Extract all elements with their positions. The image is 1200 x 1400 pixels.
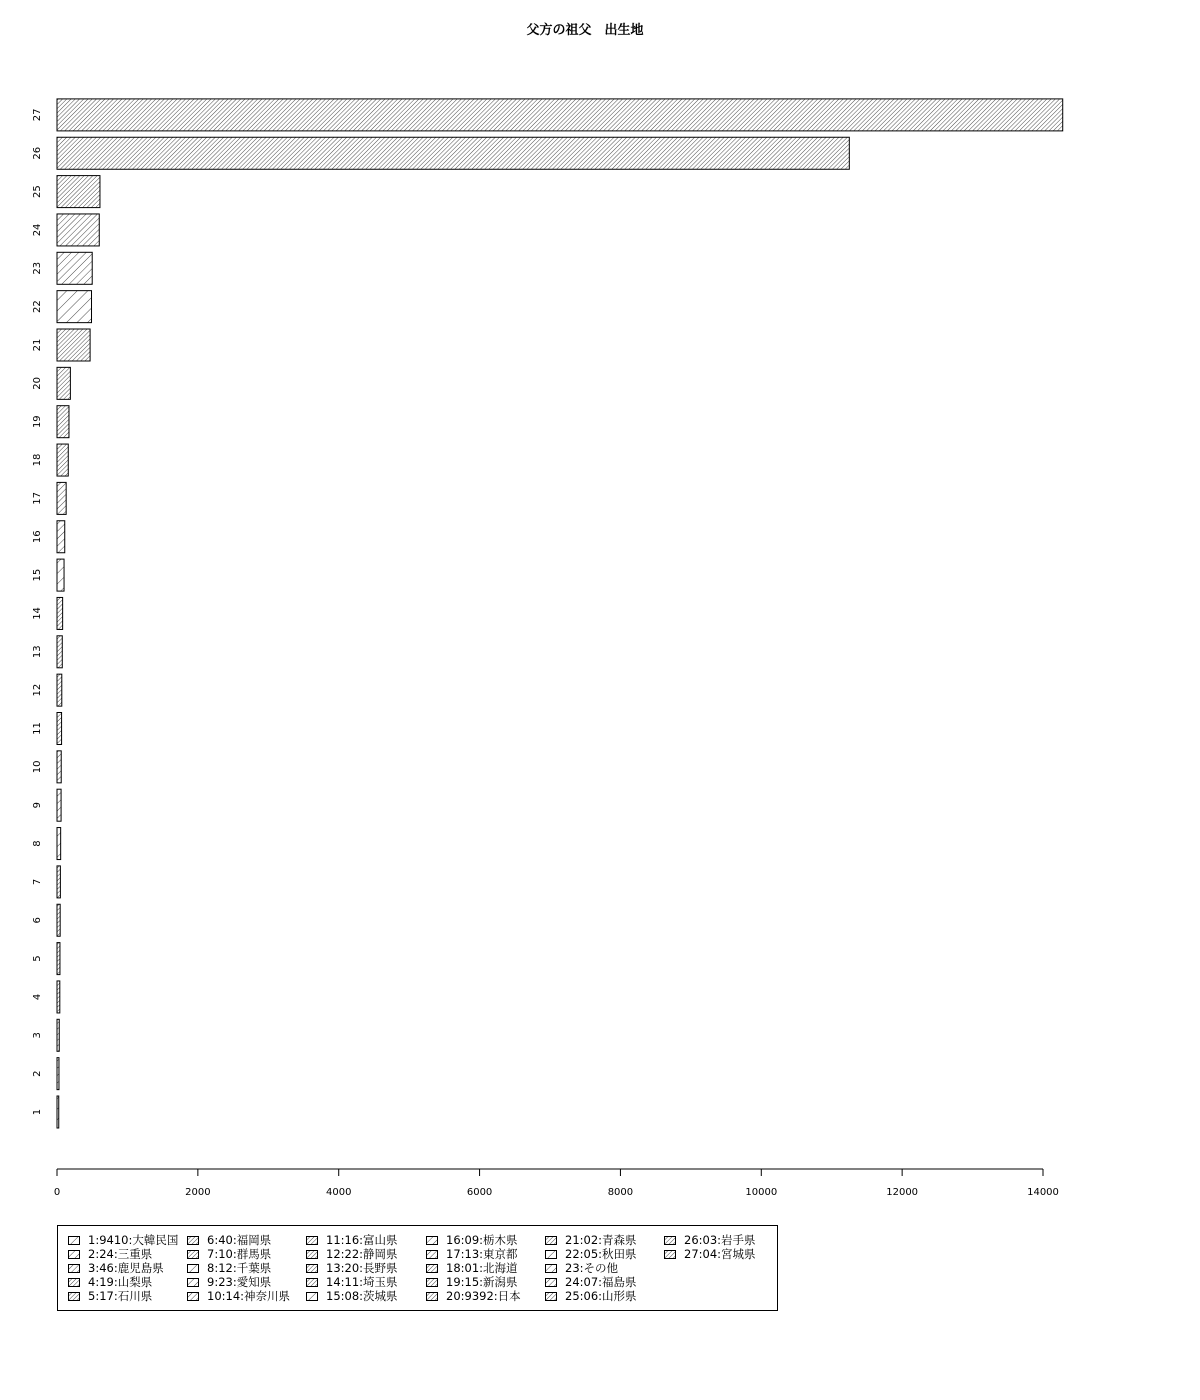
legend-item — [306, 1290, 398, 1303]
legend-swatch — [187, 1264, 199, 1273]
legend-item — [426, 1276, 518, 1289]
legend-item — [187, 1276, 271, 1289]
bar-6 — [57, 904, 60, 936]
legend-label: 7:10:群馬県 — [207, 1247, 272, 1261]
bar-25 — [57, 176, 100, 208]
legend-item — [545, 1234, 637, 1247]
y-tick-label-20: 20 — [32, 376, 43, 390]
bar-9 — [57, 789, 61, 821]
x-tick-label-0: 0 — [53, 1187, 61, 1198]
y-tick-label-4: 4 — [32, 993, 43, 1001]
legend-item — [545, 1248, 637, 1261]
legend-swatch — [68, 1278, 80, 1287]
bar-14 — [57, 597, 63, 629]
bar-1 — [57, 1096, 59, 1128]
legend-label: 15:08:茨城県 — [326, 1289, 398, 1303]
bar-22 — [57, 291, 92, 323]
legend-label: 13:20:長野県 — [326, 1261, 398, 1275]
legend-item — [68, 1276, 152, 1289]
bar-2 — [57, 1058, 59, 1090]
legend-swatch — [306, 1278, 318, 1287]
legend-item — [545, 1262, 618, 1275]
y-tick-label-1: 1 — [32, 1108, 43, 1116]
bar-5 — [57, 943, 60, 975]
legend-swatch — [664, 1236, 676, 1245]
legend-label: 8:12:千葉県 — [207, 1261, 272, 1275]
legend-label: 1:9410:大韓民国 — [88, 1233, 179, 1247]
bar-17 — [57, 482, 66, 514]
y-tick-label-17: 17 — [32, 492, 43, 505]
legend-item — [187, 1290, 290, 1303]
y-tick-label-9: 9 — [32, 802, 43, 809]
y-tick-label-5: 5 — [32, 955, 43, 962]
legend-item — [306, 1262, 398, 1275]
legend-label: 18:01:北海道 — [446, 1261, 518, 1275]
legend-swatch — [545, 1236, 557, 1245]
legend-label: 25:06:山形県 — [565, 1289, 637, 1303]
legend-item — [545, 1290, 637, 1303]
legend-label: 14:11:埼玉県 — [326, 1275, 398, 1289]
bar-3 — [57, 1019, 59, 1051]
legend-item — [545, 1276, 637, 1289]
legend-label: 16:09:栃木県 — [446, 1233, 518, 1247]
legend-label: 3:46:鹿児島県 — [88, 1261, 164, 1275]
bar-11 — [57, 713, 62, 745]
legend-swatch — [68, 1264, 80, 1273]
y-tick-label-24: 24 — [32, 223, 43, 237]
legend-swatch — [187, 1292, 199, 1301]
y-tick-label-6: 6 — [32, 917, 43, 924]
legend-label: 23:その他 — [565, 1261, 619, 1275]
bar-13 — [57, 636, 62, 668]
legend-item — [664, 1248, 756, 1261]
x-tick-label-14000: 14000 — [1027, 1187, 1059, 1198]
bar-15 — [57, 559, 64, 591]
x-tick-label-8000: 8000 — [607, 1187, 634, 1198]
y-tick-label-18: 18 — [32, 453, 43, 467]
legend-item — [68, 1248, 152, 1261]
y-tick-label-8: 8 — [32, 840, 43, 847]
y-tick-label-14: 14 — [32, 607, 43, 620]
legend-item — [306, 1234, 398, 1247]
y-tick-label-12: 12 — [32, 683, 43, 697]
y-tick-label-3: 3 — [32, 1032, 43, 1039]
bar-23 — [57, 252, 92, 284]
y-tick-label-11: 11 — [32, 722, 43, 735]
legend-label: 27:04:宮城県 — [684, 1247, 756, 1261]
legend-label: 12:22:静岡県 — [326, 1247, 398, 1261]
bar-8 — [57, 828, 61, 860]
y-tick-label-27: 27 — [32, 108, 43, 122]
legend-item — [664, 1234, 756, 1247]
bar-16 — [57, 521, 65, 553]
legend-label: 17:13:東京都 — [446, 1247, 518, 1261]
bar-12 — [57, 674, 62, 706]
x-tick-label-6000: 6000 — [466, 1187, 493, 1198]
bar-4 — [57, 981, 60, 1013]
legend-label: 9:23:愛知県 — [207, 1275, 272, 1289]
legend-swatch — [187, 1250, 199, 1259]
y-tick-label-26: 26 — [32, 146, 43, 160]
legend-item — [68, 1262, 164, 1275]
legend-swatch — [426, 1292, 438, 1301]
legend-swatch — [306, 1264, 318, 1273]
bar-24 — [57, 214, 99, 246]
legend-label: 2:24:三重県 — [88, 1247, 153, 1261]
legend-swatch — [68, 1292, 80, 1301]
x-tick-label-4000: 4000 — [325, 1187, 352, 1198]
legend-swatch — [426, 1278, 438, 1287]
legend-swatch — [68, 1236, 80, 1245]
legend-swatch — [426, 1264, 438, 1273]
bar-19 — [57, 406, 69, 438]
legend-label: 26:03:岩手県 — [684, 1233, 756, 1247]
y-tick-label-15: 15 — [32, 568, 43, 582]
bar-20 — [57, 367, 70, 399]
bar-26 — [57, 137, 849, 169]
legend-label: 24:07:福島県 — [565, 1275, 637, 1289]
bar-18 — [57, 444, 68, 476]
legend-swatch — [664, 1250, 676, 1259]
legend-item — [68, 1290, 152, 1303]
y-tick-label-7: 7 — [32, 878, 43, 886]
x-tick-label-12000: 12000 — [886, 1187, 919, 1198]
legend-item — [426, 1290, 521, 1303]
legend-swatch — [68, 1250, 80, 1259]
x-tick-label-2000: 2000 — [185, 1187, 211, 1198]
legend-label: 22:05:秋田県 — [565, 1247, 637, 1261]
y-tick-label-22: 22 — [32, 300, 43, 314]
legend-swatch — [187, 1278, 199, 1287]
bar-7 — [57, 866, 60, 898]
y-tick-label-21: 21 — [32, 338, 43, 352]
legend-swatch — [545, 1250, 557, 1259]
legend-label: 20:9392:日本 — [446, 1289, 521, 1303]
legend-swatch — [545, 1264, 557, 1273]
legend-swatch — [545, 1292, 557, 1301]
legend-swatch — [306, 1292, 318, 1301]
legend-item — [187, 1262, 271, 1275]
legend-item — [68, 1234, 178, 1247]
legend-item — [187, 1248, 271, 1261]
legend-item — [426, 1234, 518, 1247]
legend-swatch — [545, 1278, 557, 1287]
y-tick-label-2: 2 — [32, 1070, 43, 1077]
legend-label: 4:19:山梨県 — [88, 1275, 153, 1289]
legend-item — [426, 1262, 518, 1275]
chart-legend — [57, 1225, 778, 1311]
bar-10 — [57, 751, 61, 783]
legend-swatch — [426, 1250, 438, 1259]
bar-21 — [57, 329, 90, 361]
legend-label: 11:16:富山県 — [326, 1233, 398, 1247]
y-tick-label-16: 16 — [32, 530, 43, 544]
legend-label: 21:02:青森県 — [565, 1233, 637, 1247]
legend-swatch — [187, 1236, 199, 1245]
legend-label: 19:15:新潟県 — [446, 1275, 518, 1289]
legend-swatch — [306, 1236, 318, 1245]
bar-27 — [57, 99, 1063, 131]
legend-item — [306, 1248, 398, 1261]
legend-label: 5:17:石川県 — [88, 1289, 153, 1303]
y-tick-label-10: 10 — [32, 760, 43, 774]
legend-label: 6:40:福岡県 — [207, 1233, 272, 1247]
legend-label: 10:14:神奈川県 — [207, 1289, 291, 1303]
legend-item — [426, 1248, 518, 1261]
chart-title: 父方の祖父 出生地 — [526, 23, 644, 38]
legend-swatch — [306, 1250, 318, 1259]
legend-item — [187, 1234, 271, 1247]
y-tick-label-13: 13 — [32, 645, 43, 659]
legend-item — [306, 1276, 398, 1289]
y-tick-label-19: 19 — [32, 415, 43, 429]
y-tick-label-25: 25 — [32, 185, 43, 198]
legend-swatch — [426, 1236, 438, 1245]
y-tick-label-23: 23 — [32, 261, 43, 275]
x-tick-label-10000: 10000 — [745, 1187, 778, 1198]
